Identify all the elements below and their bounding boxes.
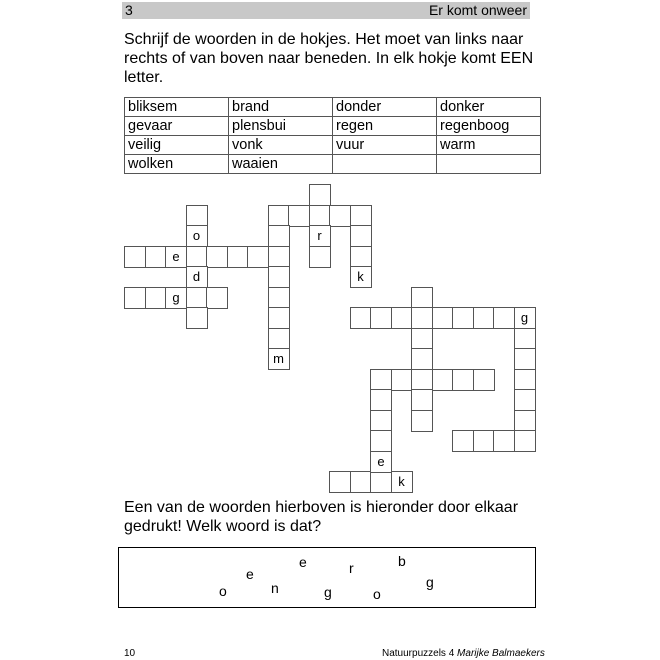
crossword-cell[interactable]: d (186, 266, 208, 288)
crossword-cell[interactable]: r (309, 225, 331, 247)
crossword-cell[interactable] (268, 328, 290, 350)
crossword-cell[interactable]: e (370, 451, 392, 473)
word-cell: donker (437, 98, 541, 117)
crossword-cell[interactable] (329, 205, 351, 227)
crossword-cell[interactable] (309, 246, 331, 268)
crossword-cell[interactable] (514, 348, 536, 370)
crossword-cell[interactable] (206, 246, 228, 268)
page-header (122, 2, 530, 19)
crossword-cell[interactable] (350, 307, 372, 329)
crossword-cell[interactable] (268, 287, 290, 309)
crossword-cell[interactable]: g (165, 287, 187, 309)
word-cell: wolken (125, 155, 229, 174)
crossword-cell[interactable] (370, 389, 392, 411)
word-cell: gevaar (125, 117, 229, 136)
crossword-cell[interactable] (227, 246, 249, 268)
crossword-cell[interactable] (309, 205, 331, 227)
book-credit (382, 648, 545, 659)
crossword-cell[interactable] (493, 430, 515, 452)
crossword-cell[interactable] (145, 287, 167, 309)
puzzle-title: Er komt onweer (428, 2, 527, 18)
crossword-cell[interactable] (186, 205, 208, 227)
crossword-cell[interactable] (473, 430, 495, 452)
crossword-cell[interactable] (391, 307, 413, 329)
crossword-cell[interactable] (391, 369, 413, 391)
word-cell: brand (229, 98, 333, 117)
crossword-cell[interactable] (473, 307, 495, 329)
crossword-cell[interactable] (473, 369, 495, 391)
word-cell (333, 155, 437, 174)
crossword-cell[interactable] (411, 410, 433, 432)
scramble-box (118, 547, 536, 608)
crossword-cell[interactable] (350, 246, 372, 268)
crossword-cell[interactable] (370, 430, 392, 452)
crossword-cell[interactable]: e (165, 246, 187, 268)
crossword-cell[interactable] (370, 369, 392, 391)
instructions-text: Schrijf de woorden in de hokjes. Het moet van links naar rechts of van boven naar beneden. In elk hokje komt EEN letter. (124, 31, 534, 86)
scrambled-letter: e (299, 554, 307, 570)
scrambled-letter: n (271, 580, 279, 596)
scrambled-letter: o (219, 583, 227, 599)
scramble-question: Een van de woorden hierboven is hieronder door elkaar gedrukt! Welk woord is dat? (124, 499, 519, 535)
book-author: Marijke Balmaekers (457, 648, 545, 659)
crossword-cell[interactable] (514, 369, 536, 391)
word-row (125, 117, 541, 136)
crossword-cell[interactable] (432, 307, 454, 329)
crossword-cell[interactable] (268, 225, 290, 247)
crossword-cell[interactable] (514, 430, 536, 452)
crossword-cell[interactable]: g (514, 307, 536, 329)
crossword-cell[interactable]: m (268, 348, 290, 370)
crossword-cell[interactable] (268, 307, 290, 329)
word-cell: regen (333, 117, 437, 136)
scrambled-letter: r (349, 560, 354, 576)
word-cell: waaien (229, 155, 333, 174)
crossword-cell[interactable] (493, 307, 515, 329)
crossword-cell[interactable] (124, 287, 146, 309)
word-cell: vuur (333, 136, 437, 155)
word-cell: warm (437, 136, 541, 155)
word-row (125, 98, 541, 117)
crossword-cell[interactable] (370, 471, 392, 493)
scrambled-letter: b (398, 553, 406, 569)
crossword-cell[interactable] (411, 348, 433, 370)
crossword-cell[interactable] (350, 225, 372, 247)
word-cell: donder (333, 98, 437, 117)
crossword-cell[interactable] (329, 471, 351, 493)
crossword-cell[interactable] (247, 246, 269, 268)
crossword-cell[interactable] (452, 430, 474, 452)
crossword-cell[interactable] (268, 205, 290, 227)
word-cell: regenboog (437, 117, 541, 136)
scrambled-letter: o (373, 586, 381, 602)
scrambled-letter: e (246, 566, 254, 582)
crossword-cell[interactable] (411, 389, 433, 411)
crossword-cell[interactable] (370, 307, 392, 329)
crossword-cell[interactable] (432, 369, 454, 391)
crossword-cell[interactable] (288, 205, 310, 227)
word-row (125, 136, 541, 155)
crossword-cell[interactable] (186, 246, 208, 268)
word-list-table (124, 97, 541, 174)
puzzle-number: 3 (125, 2, 133, 18)
crossword-cell[interactable] (268, 266, 290, 288)
crossword-cell[interactable] (411, 328, 433, 350)
crossword-cell[interactable] (411, 307, 433, 329)
word-cell: veilig (125, 136, 229, 155)
word-cell (437, 155, 541, 174)
page-number: 10 (124, 648, 136, 659)
crossword-cell[interactable] (452, 307, 474, 329)
scrambled-letter: g (324, 584, 332, 600)
crossword-cell[interactable] (411, 287, 433, 309)
crossword-cell[interactable] (186, 307, 208, 329)
crossword-cell[interactable] (411, 369, 433, 391)
crossword-cell[interactable] (514, 410, 536, 432)
crossword-cell[interactable] (514, 389, 536, 411)
crossword-cell[interactable]: k (391, 471, 413, 493)
crossword-cell[interactable] (370, 410, 392, 432)
word-cell: bliksem (125, 98, 229, 117)
crossword-cell[interactable] (268, 246, 290, 268)
book-title: Natuurpuzzels 4 (382, 648, 455, 659)
word-cell: plensbui (229, 117, 333, 136)
crossword-cell[interactable] (350, 471, 372, 493)
crossword-cell[interactable] (514, 328, 536, 350)
word-row (125, 155, 541, 174)
crossword-cell[interactable] (186, 287, 208, 309)
crossword-cell[interactable] (350, 205, 372, 227)
crossword-cell[interactable]: k (350, 266, 372, 288)
crossword-cell[interactable] (124, 246, 146, 268)
crossword-cell[interactable]: o (186, 225, 208, 247)
word-cell: vonk (229, 136, 333, 155)
crossword-cell[interactable] (309, 184, 331, 206)
scrambled-letter: g (426, 574, 434, 590)
crossword-cell[interactable] (452, 369, 474, 391)
crossword-cell[interactable] (145, 246, 167, 268)
crossword-cell[interactable] (206, 287, 228, 309)
